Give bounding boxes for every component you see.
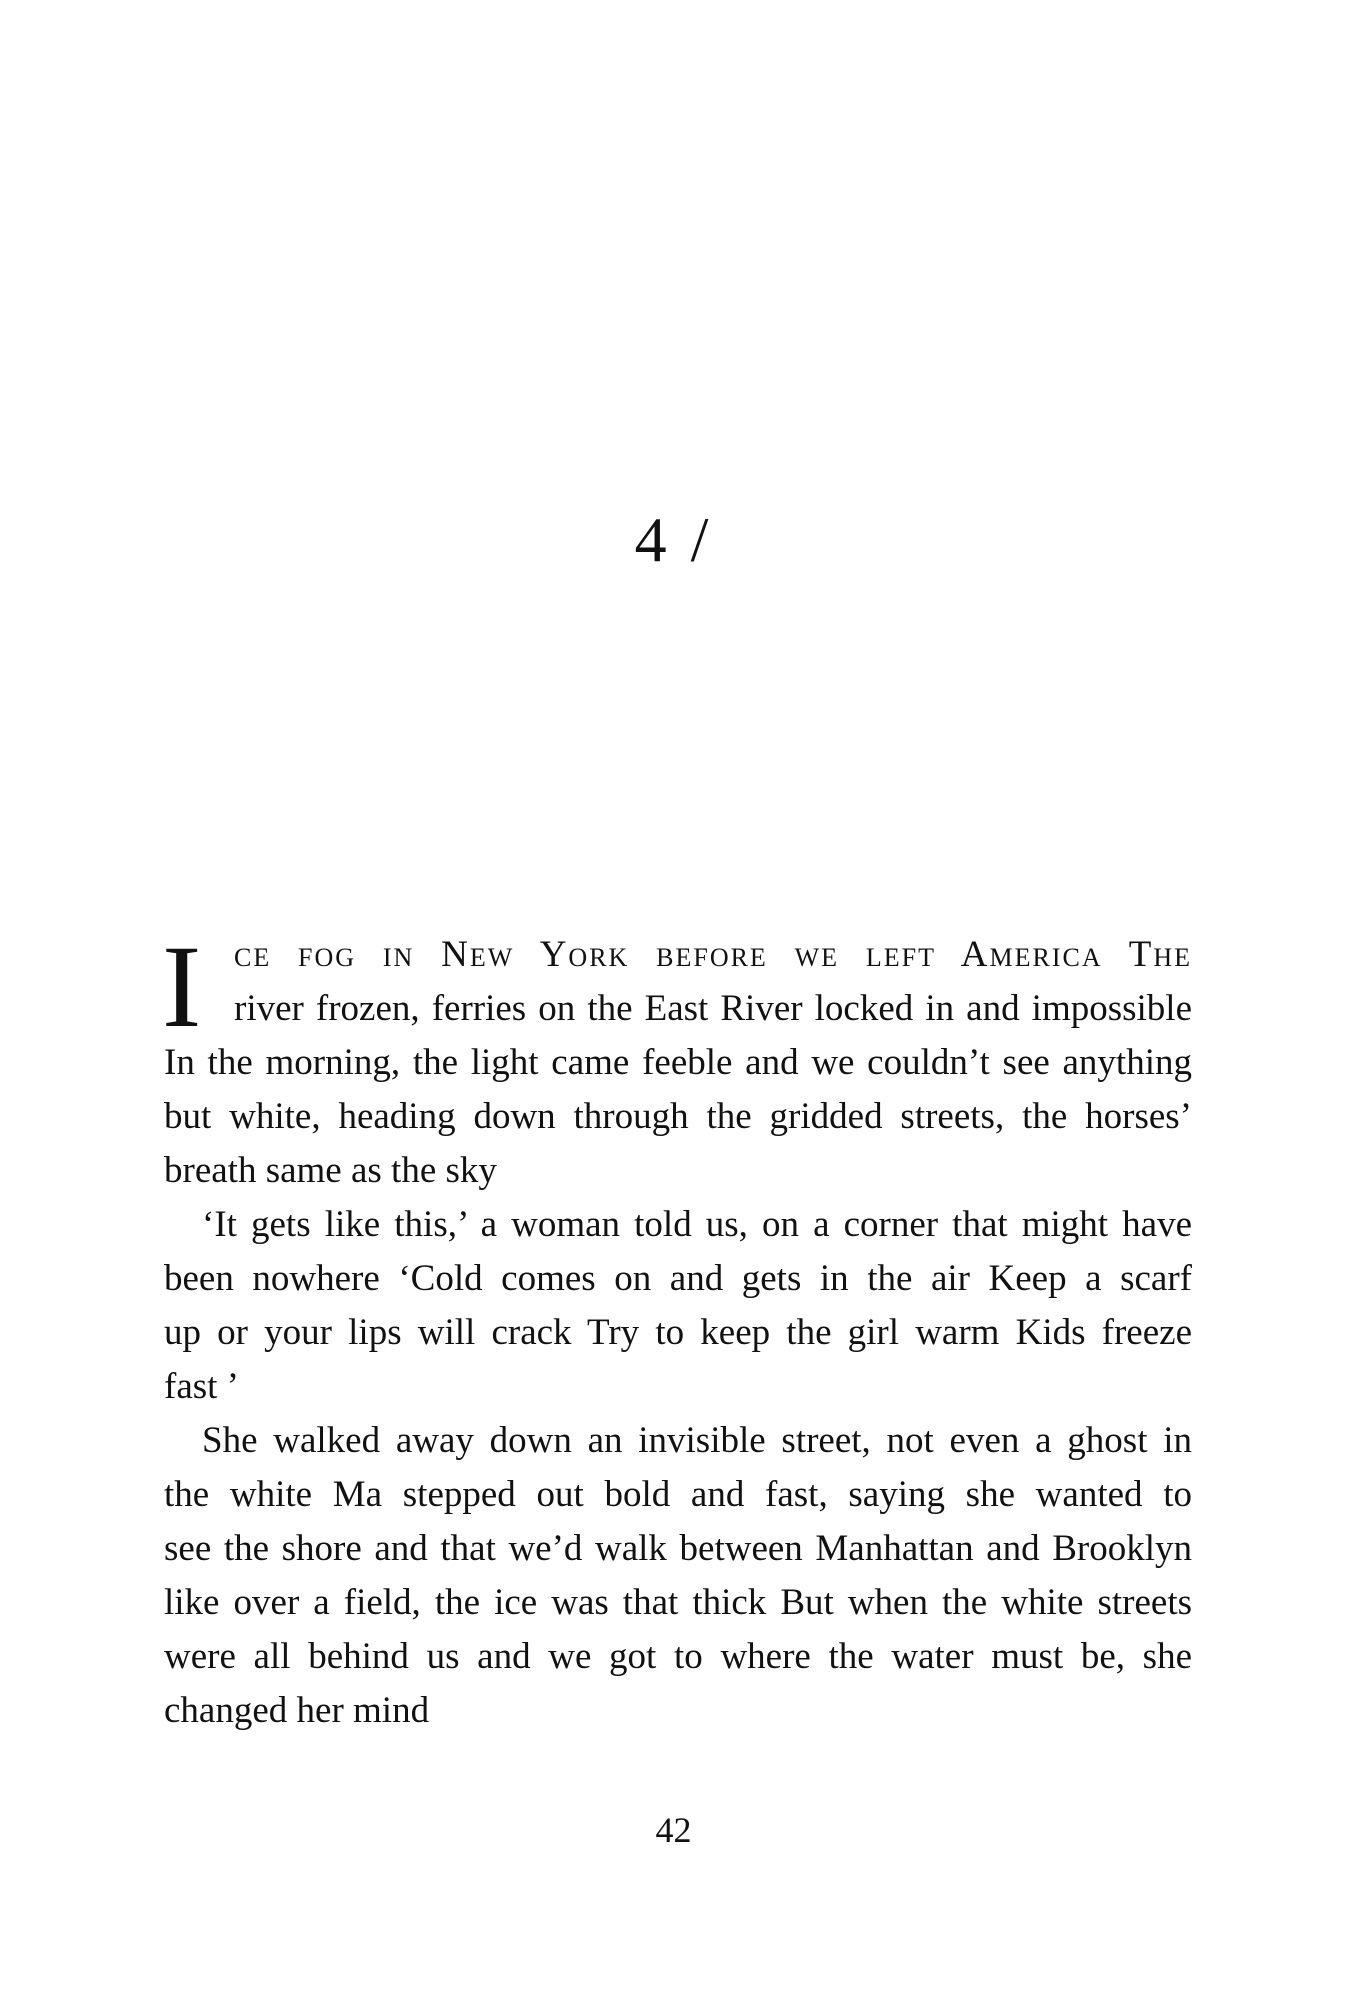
text-line: up or your lips will crack Try to keep the girl warm Kids freeze (164, 1312, 1192, 1353)
text-line: ce fog in New York before we left America The (234, 934, 1192, 975)
text-line: In the morning, the light came feeble and we couldn’t see anything (164, 1042, 1192, 1083)
text-line: breath same as the sky (164, 1150, 497, 1191)
text-line: fast ’ (164, 1366, 239, 1407)
text-line: river frozen, ferries on the East River locked in and impossible (234, 988, 1192, 1029)
text-line: changed her mind (164, 1690, 430, 1731)
text-line: but white, heading down through the gridded streets, the horses’ (164, 1096, 1192, 1137)
text-line: like over a field, the ice was that thick But when the white streets (164, 1582, 1192, 1623)
text-line: ‘It gets like this,’ a woman told us, on a corner that might have (202, 1204, 1192, 1245)
drop-cap: I (162, 921, 202, 1052)
text-line: see the shore and that we’d walk between Manhattan and Brooklyn (164, 1528, 1192, 1569)
page-number: 42 (655, 1810, 692, 1850)
text-line: the white Ma stepped out bold and fast, saying she wanted to (164, 1474, 1192, 1515)
chapter-number: 4 / (634, 504, 713, 575)
text-line: She walked away down an invisible street, not even a ghost in (202, 1420, 1192, 1461)
text-line: were all behind us and we got to where the water must be, she (164, 1636, 1192, 1677)
text-line: been nowhere ‘Cold comes on and gets in the air Keep a scarf (164, 1258, 1192, 1299)
